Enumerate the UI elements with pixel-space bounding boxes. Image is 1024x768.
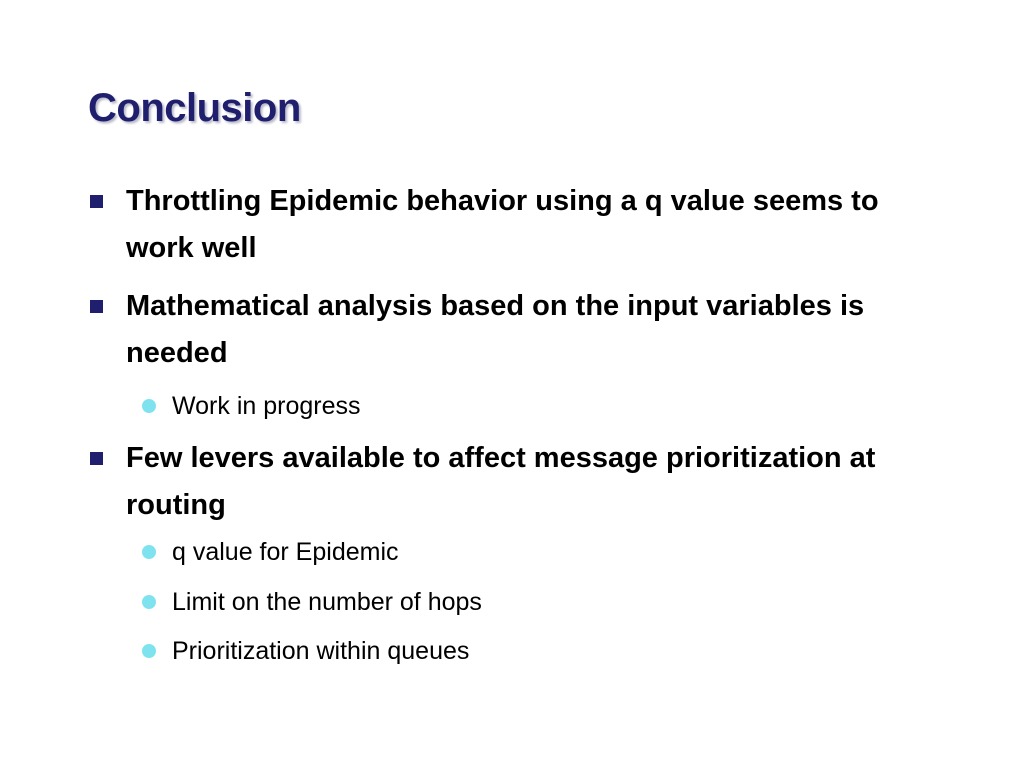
square-bullet-icon [90,195,103,208]
square-bullet-icon [90,452,103,465]
bullet-item [126,435,946,529]
circle-bullet-icon [142,545,156,559]
bullet-text: Few levers available to affect message prioritization at routing [126,442,876,521]
sub-bullet-item [172,635,932,667]
square-bullet-icon [90,300,103,313]
sub-bullet-text: Work in progress [172,392,361,420]
circle-bullet-icon [142,595,156,609]
sub-bullet-item [172,390,932,422]
bullet-text: Mathematical analysis based on the input variables is needed [126,290,865,369]
sub-bullet-text: Prioritization within queues [172,637,470,665]
bullet-text: Throttling Epidemic behavior using a q value seems to work well [126,185,879,264]
sub-bullet-text: q value for Epidemic [172,538,399,566]
slide-title: Conclusion [88,86,301,130]
sub-bullet-item [172,586,932,618]
sub-bullet-text: Limit on the number of hops [172,588,482,616]
sub-bullet-item [172,536,932,568]
bullet-item [126,178,946,272]
circle-bullet-icon [142,399,156,413]
circle-bullet-icon [142,644,156,658]
bullet-item [126,283,946,377]
